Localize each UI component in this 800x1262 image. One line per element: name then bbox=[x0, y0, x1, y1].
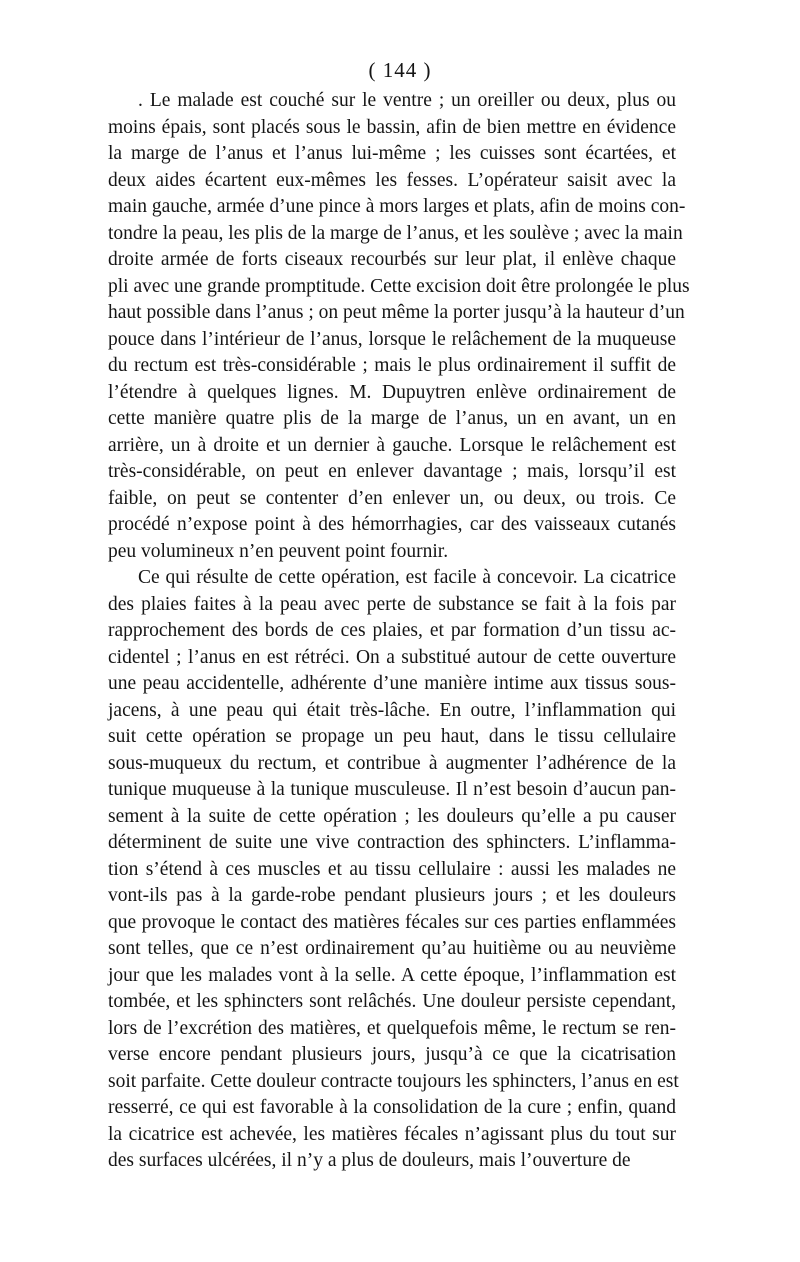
text-line: . Le malade est couché sur le ventre ; un oreiller ou deux, plus ou bbox=[138, 90, 676, 111]
text-line: rapprochement des bords de ces plaies, et par formation d’un tissu ac- bbox=[108, 620, 676, 641]
text-line: que provoque le contact des matières fécales sur ces parties enflammées bbox=[108, 911, 676, 933]
text-line: la marge de l’anus et l’anus lui-même ; les cuisses sont écartées, et bbox=[108, 143, 676, 164]
text-line: tion s’étend à ces muscles et au tissu cellulaire : aussi les malades ne bbox=[108, 858, 676, 880]
text-line: Ce qui résulte de cette opération, est facile à concevoir. La cicatrice bbox=[138, 567, 676, 588]
text-line: tunique muqueuse à la tunique musculeuse. Il n’est besoin d’aucun pan- bbox=[108, 779, 676, 800]
text-line: arrière, un à droite et un dernier à gauche. Lorsque le relâchement est bbox=[108, 434, 676, 456]
text-line: peu volumineux n’en peuvent point fournir. bbox=[108, 540, 449, 562]
page-number: ( 144 ) bbox=[368, 58, 432, 82]
text-line: la cicatrice est achevée, les matières fécales n’agissant plus du tout sur bbox=[108, 1123, 676, 1145]
text-line: une peau accidentelle, adhérente d’une manière intime aux tissus sous- bbox=[108, 673, 676, 694]
text-line: très-considérable, on peut en enlever davantage ; mais, lorsqu’il est bbox=[108, 461, 676, 482]
text-line: jour que les malades vont à la selle. A cette époque, l’inflammation est bbox=[108, 964, 676, 986]
text-line: cidentel ; l’anus en est rétréci. On a substitué autour de cette ouverture bbox=[108, 646, 676, 668]
text-line: pouce dans l’intérieur de l’anus, lorsque le relâchement de la muqueuse bbox=[108, 328, 676, 350]
body-text bbox=[108, 88, 690, 1175]
text-line: sous-muqueux du rectum, et contribue à augmenter l’adhérence de la bbox=[108, 752, 676, 774]
paragraph-2 bbox=[108, 565, 679, 1175]
paragraph-1 bbox=[108, 88, 690, 565]
text-line: jacens, à une peau qui était très-lâche. En outre, l’inflammation qui bbox=[108, 699, 676, 721]
text-line: procédé n’expose point à des hémorrhagies, car des vaisseaux cutanés bbox=[108, 514, 676, 535]
text-line: sement à la suite de cette opération ; les douleurs qu’elle a pu causer bbox=[108, 805, 676, 827]
text-line: resserré, ce qui est favorable à la consolidation de la cure ; enfin, quand bbox=[108, 1097, 676, 1118]
text-line: lors de l’excrétion des matières, et quelquefois même, le rectum se ren- bbox=[108, 1017, 676, 1039]
text-line: des surfaces ulcérées, il n’y a plus de douleurs, mais l’ouverture de bbox=[108, 1150, 631, 1171]
text-line: droite armée de forts ciseaux recourbés sur leur plat, il enlève chaque bbox=[108, 249, 676, 270]
text-line: vont-ils pas à la garde-robe pendant plusieurs jours ; et les douleurs bbox=[108, 885, 676, 906]
text-line: deux aides écartent eux-mêmes les fesses. L’opérateur saisit avec la bbox=[108, 169, 676, 191]
text-line: soit parfaite. Cette douleur contracte toujours les sphincters, l’anus en est bbox=[108, 1070, 679, 1092]
text-line: du rectum est très-considérable ; mais le plus ordinairement il suffit de bbox=[108, 355, 676, 376]
text-line: verse encore pendant plusieurs jours, jusqu’à ce que la cicatrisation bbox=[108, 1044, 676, 1065]
text-line: main gauche, armée d’une pince à mors larges et plats, afin de moins con- bbox=[108, 196, 686, 217]
text-line: pli avec une grande promptitude. Cette excision doit être prolongée le plus bbox=[108, 275, 690, 297]
text-line: l’étendre à quelques lignes. M. Dupuytren enlève ordinairement de bbox=[108, 381, 676, 403]
text-line: moins épais, sont placés sous le bassin, afin de bien mettre en évidence bbox=[108, 116, 676, 138]
text-line: haut possible dans l’anus ; on peut même la porter jusqu’à la hauteur d’un bbox=[108, 302, 685, 323]
text-line: faible, on peut se contenter d’en enlever un, ou deux, ou trois. Ce bbox=[108, 487, 676, 509]
text-line: suit cette opération se propage un peu haut, dans le tissu cellulaire bbox=[108, 726, 676, 747]
text-line: tondre la peau, les plis de la marge de l’anus, et les soulève ; avec la main bbox=[108, 222, 683, 244]
text-line: sont telles, que ce n’est ordinairement qu’au huitième ou au neuvième bbox=[108, 938, 676, 959]
text-line: déterminent de suite une vive contraction des sphincters. L’inflamma- bbox=[108, 832, 676, 853]
text-line: des plaies faites à la peau avec perte de substance se fait à la fois par bbox=[108, 593, 676, 615]
text-line: tombée, et les sphincters sont relâchés. Une douleur persiste cependant, bbox=[108, 991, 676, 1012]
text-line: cette manière quatre plis de la marge de l’anus, un en avant, un en bbox=[108, 408, 676, 429]
